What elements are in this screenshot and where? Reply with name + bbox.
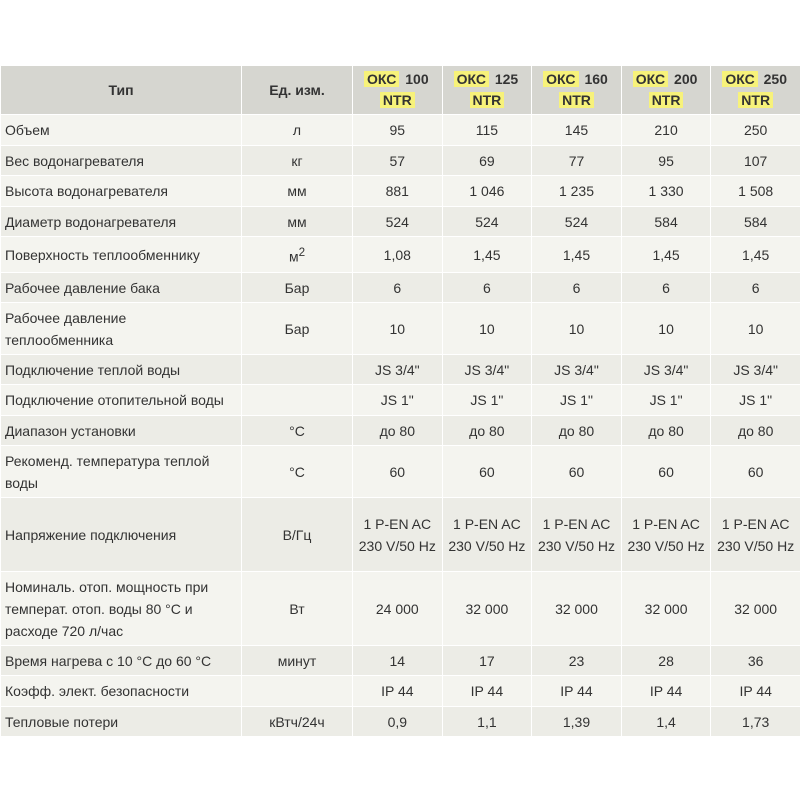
spec-table: [0, 65, 800, 737]
row-value: до 80: [621, 416, 711, 446]
row-value: 10: [621, 303, 711, 355]
row-value: 10: [442, 303, 532, 355]
model-number: 250: [763, 71, 787, 87]
table-row: [1, 498, 800, 572]
row-value: JS 1": [621, 385, 711, 416]
row-value: JS 1": [711, 385, 800, 416]
table-row: [1, 572, 800, 646]
row-value: 524: [353, 207, 443, 237]
header-model: [621, 66, 711, 115]
row-unit: Бар: [242, 273, 353, 303]
row-value: 6: [353, 273, 443, 303]
table-row: [1, 273, 800, 303]
row-value: 60: [532, 446, 622, 498]
row-value: 1 235: [532, 176, 622, 207]
row-value: 115: [442, 115, 532, 146]
row-value: 0,9: [353, 707, 443, 737]
model-suffix: NTR: [380, 92, 415, 108]
row-value: JS 3/4": [621, 355, 711, 385]
model-suffix: NTR: [738, 92, 773, 108]
row-unit: мм: [242, 176, 353, 207]
row-value: 95: [353, 115, 443, 146]
model-okc: ОКС: [454, 71, 489, 87]
row-value: 28: [621, 646, 711, 676]
row-name: Тепловые потери: [1, 707, 242, 737]
row-name: Подключение теплой воды: [1, 355, 242, 385]
row-name: Рекоменд. температура теплой воды: [1, 446, 242, 498]
table-row: [1, 446, 800, 498]
row-value: IP 44: [711, 676, 800, 707]
row-value: JS 3/4": [442, 355, 532, 385]
row-value: 250: [711, 115, 800, 146]
row-unit: кВтч/24ч: [242, 707, 353, 737]
row-unit: мм: [242, 207, 353, 237]
row-value: 1,08: [353, 237, 443, 273]
row-value: 1,4: [621, 707, 711, 737]
row-value: 6: [711, 273, 800, 303]
row-unit: кг: [242, 146, 353, 176]
model-okc: ОКС: [722, 71, 757, 87]
table-row: [1, 207, 800, 237]
row-name: Поверхность теплообменнику: [1, 237, 242, 273]
table-body: [1, 115, 800, 737]
row-value: JS 1": [532, 385, 622, 416]
model-number: 100: [405, 71, 429, 87]
header-model: [442, 66, 532, 115]
row-value: 60: [621, 446, 711, 498]
row-value: 1,45: [711, 237, 800, 273]
table-row: [1, 176, 800, 207]
row-value: 10: [711, 303, 800, 355]
model-okc: ОКС: [543, 71, 578, 87]
row-value: 32 000: [711, 572, 800, 646]
table-row: [1, 303, 800, 355]
row-unit: [242, 385, 353, 416]
row-value: 1 330: [621, 176, 711, 207]
row-value: 69: [442, 146, 532, 176]
row-value: до 80: [532, 416, 622, 446]
table-header: [1, 66, 800, 115]
row-name: Коэфф. элект. безопасности: [1, 676, 242, 707]
model-number: 160: [584, 71, 608, 87]
row-value: 60: [711, 446, 800, 498]
row-value: 145: [532, 115, 622, 146]
row-value: 6: [442, 273, 532, 303]
row-value: 6: [621, 273, 711, 303]
row-value: IP 44: [621, 676, 711, 707]
row-name: Напряжение подключения: [1, 498, 242, 572]
table-row: [1, 237, 800, 273]
row-value: 10: [353, 303, 443, 355]
header-unit: Ед. изм.: [242, 66, 353, 115]
header-model: [711, 66, 800, 115]
header-model: [532, 66, 622, 115]
row-value: IP 44: [532, 676, 622, 707]
row-value: до 80: [442, 416, 532, 446]
row-unit: [242, 355, 353, 385]
row-value: до 80: [711, 416, 800, 446]
model-okc: ОКС: [633, 71, 668, 87]
row-value: JS 3/4": [532, 355, 622, 385]
row-name: Номиналь. отоп. мощность при температ. отоп. воды 80 °C и расходе 720 л/час: [1, 572, 242, 646]
table-row: [1, 646, 800, 676]
header-model: [353, 66, 443, 115]
model-okc: ОКС: [364, 71, 399, 87]
model-suffix: NTR: [649, 92, 684, 108]
row-value: 95: [621, 146, 711, 176]
row-unit: °C: [242, 446, 353, 498]
row-value: 210: [621, 115, 711, 146]
row-value: 1 046: [442, 176, 532, 207]
table-row: [1, 416, 800, 446]
row-value: 36: [711, 646, 800, 676]
model-number: 200: [674, 71, 698, 87]
row-value: IP 44: [442, 676, 532, 707]
row-value: 57: [353, 146, 443, 176]
row-value: 1 P-EN AC 230 V/50 Hz: [711, 498, 800, 572]
row-value: 1,73: [711, 707, 800, 737]
row-value: 1,45: [442, 237, 532, 273]
row-value: 881: [353, 176, 443, 207]
header-row: [1, 66, 800, 115]
row-value: 60: [442, 446, 532, 498]
row-value: до 80: [353, 416, 443, 446]
row-name: Диапазон установки: [1, 416, 242, 446]
header-type: Тип: [1, 66, 242, 115]
table-row: [1, 707, 800, 737]
row-value: 1 P-EN AC 230 V/50 Hz: [442, 498, 532, 572]
row-unit: В/Гц: [242, 498, 353, 572]
row-value: 32 000: [621, 572, 711, 646]
row-value: 60: [353, 446, 443, 498]
table-row: [1, 146, 800, 176]
row-value: 584: [711, 207, 800, 237]
row-name: Высота водонагревателя: [1, 176, 242, 207]
row-value: 10: [532, 303, 622, 355]
table-row: [1, 385, 800, 416]
row-value: 524: [532, 207, 622, 237]
row-value: 524: [442, 207, 532, 237]
row-value: 584: [621, 207, 711, 237]
row-value: 24 000: [353, 572, 443, 646]
row-value: 6: [532, 273, 622, 303]
row-value: IP 44: [353, 676, 443, 707]
row-unit: °C: [242, 416, 353, 446]
row-value: 32 000: [442, 572, 532, 646]
model-number: 125: [494, 71, 519, 87]
model-suffix: NTR: [559, 92, 594, 108]
row-name: Подключение отопительной воды: [1, 385, 242, 416]
row-unit: Вт: [242, 572, 353, 646]
row-unit: Бар: [242, 303, 353, 355]
row-value: JS 1": [442, 385, 532, 416]
row-name: Объем: [1, 115, 242, 146]
row-name: Рабочее давление теплообменника: [1, 303, 242, 355]
row-value: 23: [532, 646, 622, 676]
model-suffix: NTR: [470, 92, 505, 108]
row-value: 107: [711, 146, 800, 176]
row-value: JS 3/4": [711, 355, 800, 385]
row-unit: л: [242, 115, 353, 146]
row-value: JS 1": [353, 385, 443, 416]
row-value: 1,45: [621, 237, 711, 273]
row-unit: минут: [242, 646, 353, 676]
row-value: 1,39: [532, 707, 622, 737]
row-value: 1,45: [532, 237, 622, 273]
table-row: [1, 355, 800, 385]
row-name: Рабочее давление бака: [1, 273, 242, 303]
row-name: Вес водонагревателя: [1, 146, 242, 176]
row-value: 14: [353, 646, 443, 676]
row-name: Время нагрева с 10 °C до 60 °C: [1, 646, 242, 676]
row-value: 1,1: [442, 707, 532, 737]
row-value: 77: [532, 146, 622, 176]
row-value: 1 P-EN AC 230 V/50 Hz: [621, 498, 711, 572]
unit-text: м: [288, 248, 299, 265]
row-value: 17: [442, 646, 532, 676]
row-name: Диаметр водонагревателя: [1, 207, 242, 237]
unit-superscript: 2: [298, 245, 306, 259]
table-row: [1, 676, 800, 707]
row-value: 1 P-EN AC 230 V/50 Hz: [532, 498, 622, 572]
row-unit: [242, 237, 353, 273]
row-value: 32 000: [532, 572, 622, 646]
row-unit: [242, 676, 353, 707]
row-value: 1 P-EN AC 230 V/50 Hz: [353, 498, 443, 572]
row-value: 1 508: [711, 176, 800, 207]
row-value: JS 3/4": [353, 355, 443, 385]
table-row: [1, 115, 800, 146]
